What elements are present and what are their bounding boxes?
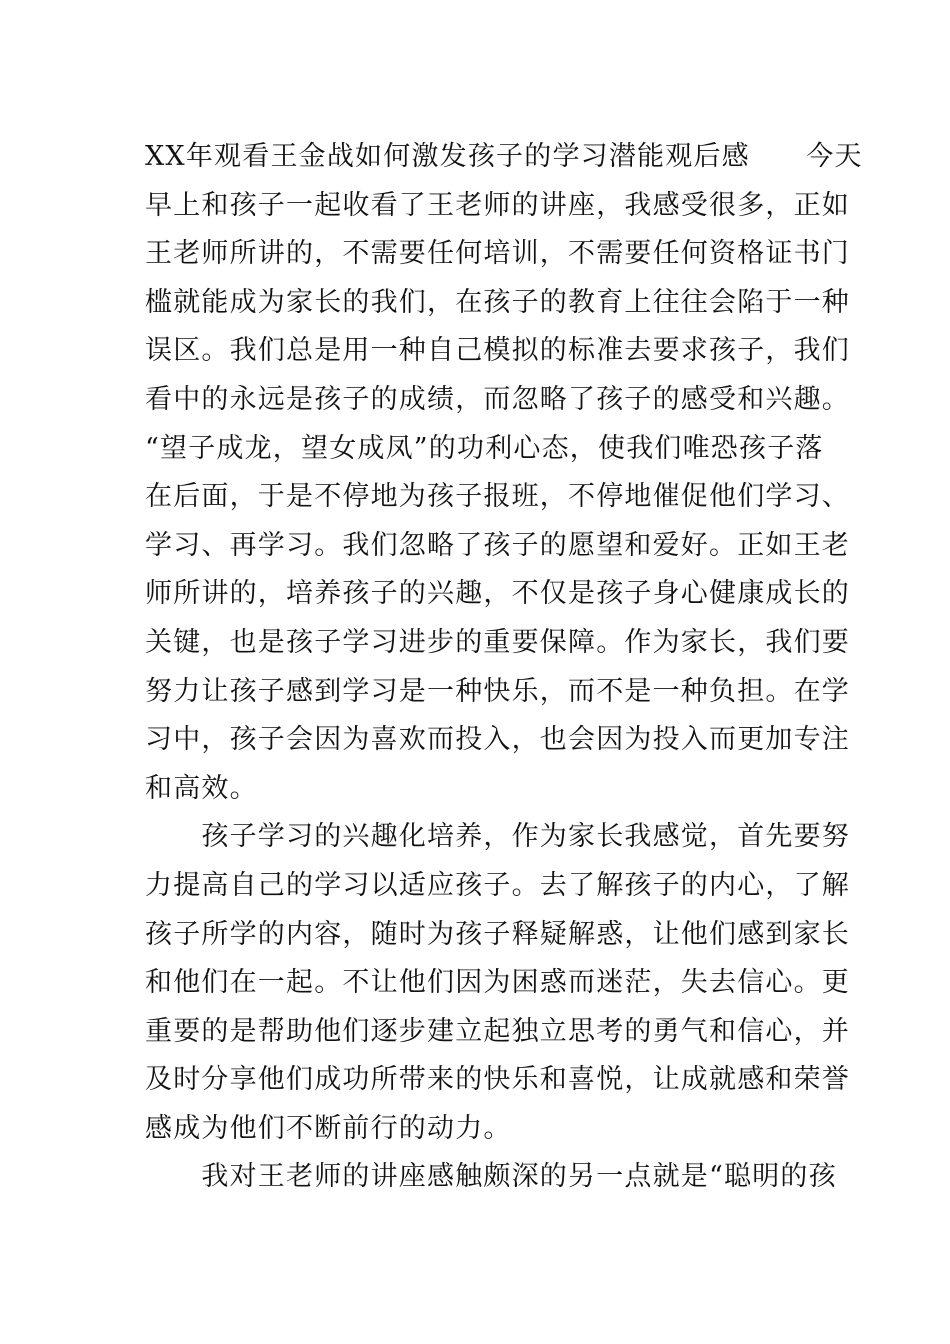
text-line: 和高效。 xyxy=(145,772,258,804)
text-line: 槛就能成为家长的我们，在孩子的教育上往往会陷于一种 xyxy=(145,286,850,318)
text-line: 感成为他们不断前行的动力。 xyxy=(145,1112,512,1144)
text-line: 力提高自己的学习以适应孩子。去了解孩子的内心，了解 xyxy=(145,869,850,901)
text-line: 努力让孩子感到学习是一种快乐，而不是一种负担。在学 xyxy=(145,675,850,707)
text-line: 学习、再学习。我们忽略了孩子的愿望和爱好。正如王老 xyxy=(145,529,850,561)
text-line: 习中，孩子会因为喜欢而投入，也会因为投入而更加专注 xyxy=(145,724,850,756)
text-line: 王老师所讲的，不需要任何培训，不需要任何资格证书门 xyxy=(145,238,850,270)
text-line: 师所讲的，培养孩子的兴趣，不仅是孩子身心健康成长的 xyxy=(145,578,850,610)
text-line: 我对王老师的讲座感触颇深的另一点就是“聪明的孩 xyxy=(145,1161,837,1193)
text-line: 在后面，于是不停地为孩子报班，不停地催促他们学习、 xyxy=(145,481,850,513)
text-line: 孩子所学的内容，随时为孩子释疑解惑，让他们感到家长 xyxy=(145,918,850,950)
text-line: 关键，也是孩子学习进步的重要保障。作为家长，我们要 xyxy=(145,626,850,658)
text-line: 误区。我们总是用一种自己模拟的标准去要求孩子，我们 xyxy=(145,335,850,367)
text-line: 重要的是帮助他们逐步建立起独立思考的勇气和信心，并 xyxy=(145,1015,850,1047)
text-line: 早上和孩子一起收看了王老师的讲座，我感受很多，正如 xyxy=(145,189,850,221)
text-line: 看中的永远是孩子的成绩，而忽略了孩子的感受和兴趣。 xyxy=(145,383,850,415)
text-line: 和他们在一起。不让他们因为困惑而迷茫，失去信心。更 xyxy=(145,967,850,999)
body-text xyxy=(145,133,863,1202)
text-line: “望子成龙，望女成凤”的功利心态，使我们唯恐孩子落 xyxy=(145,432,824,464)
text-line: XX年观看王金战如何激发孩子的学习潜能观后感 今天 xyxy=(145,141,863,172)
text-line: 及时分享他们成功所带来的快乐和喜悦，让成就感和荣誉 xyxy=(145,1064,850,1096)
text-line: 孩子学习的兴趣化培养，作为家长我感觉，首先要努 xyxy=(145,821,850,853)
